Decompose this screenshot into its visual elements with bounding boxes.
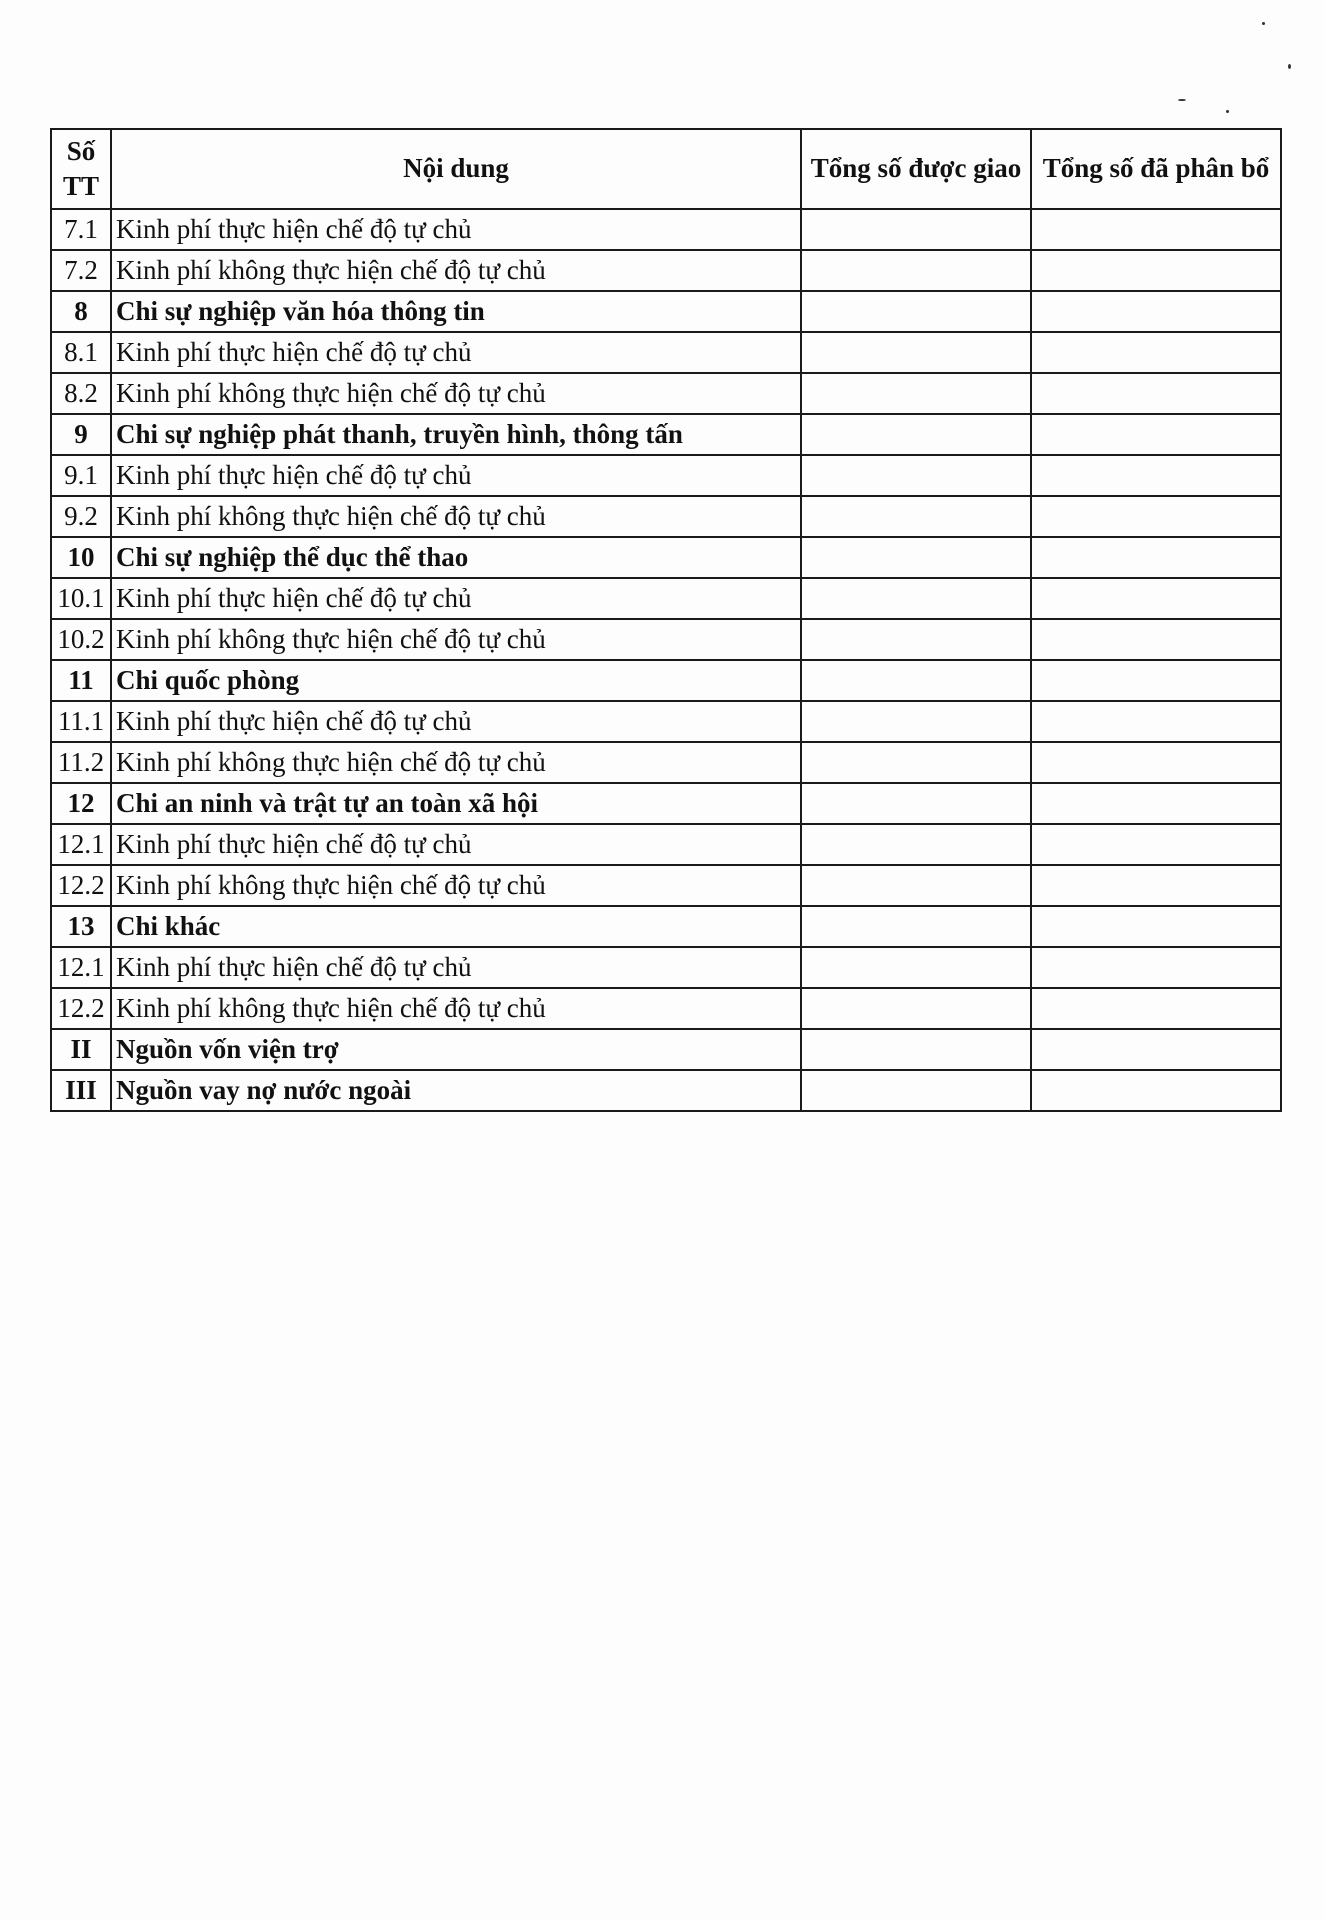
row-content: Kinh phí không thực hiện chế độ tự chủ: [111, 988, 801, 1029]
scan-speck: [1178, 99, 1186, 101]
table-row: [51, 824, 1281, 865]
row-number: 8.2: [51, 373, 111, 414]
row-number: 12.1: [51, 947, 111, 988]
row-number: 12: [51, 783, 111, 824]
row-content: Kinh phí không thực hiện chế độ tự chủ: [111, 496, 801, 537]
table-row: [51, 250, 1281, 291]
row-number: 8.1: [51, 332, 111, 373]
table-row: [51, 947, 1281, 988]
row-number: 10.2: [51, 619, 111, 660]
row-content: Kinh phí không thực hiện chế độ tự chủ: [111, 619, 801, 660]
allocated-total-cell: [1031, 496, 1281, 537]
assigned-total-cell: [801, 332, 1031, 373]
row-number: 9.2: [51, 496, 111, 537]
row-number: 11: [51, 660, 111, 701]
row-number: 9: [51, 414, 111, 455]
table-row: [51, 578, 1281, 619]
allocated-total-cell: [1031, 537, 1281, 578]
scan-speck: [1288, 64, 1291, 69]
table-row: [51, 1029, 1281, 1070]
assigned-total-cell: [801, 1070, 1031, 1111]
row-number: 13: [51, 906, 111, 947]
allocated-total-cell: [1031, 865, 1281, 906]
allocated-total-cell: [1031, 578, 1281, 619]
assigned-total-cell: [801, 701, 1031, 742]
row-content: Chi khác: [111, 906, 801, 947]
assigned-total-cell: [801, 496, 1031, 537]
scan-speck: [1262, 22, 1265, 25]
row-number: 12.2: [51, 988, 111, 1029]
assigned-total-cell: [801, 578, 1031, 619]
allocated-total-cell: [1031, 701, 1281, 742]
row-content: Kinh phí không thực hiện chế độ tự chủ: [111, 250, 801, 291]
assigned-total-cell: [801, 250, 1031, 291]
table-row: [51, 701, 1281, 742]
row-number: 10: [51, 537, 111, 578]
row-number: II: [51, 1029, 111, 1070]
allocated-total-cell: [1031, 332, 1281, 373]
assigned-total-cell: [801, 373, 1031, 414]
allocated-total-cell: [1031, 1029, 1281, 1070]
table-row: [51, 906, 1281, 947]
allocated-total-cell: [1031, 660, 1281, 701]
assigned-total-cell: [801, 455, 1031, 496]
allocated-total-cell: [1031, 988, 1281, 1029]
table-row: [51, 414, 1281, 455]
row-content: Kinh phí thực hiện chế độ tự chủ: [111, 578, 801, 619]
row-content: Nguồn vốn viện trợ: [111, 1029, 801, 1070]
row-number: 10.1: [51, 578, 111, 619]
allocated-total-cell: [1031, 824, 1281, 865]
assigned-total-cell: [801, 660, 1031, 701]
header-assigned-total: Tổng số được giao: [801, 129, 1031, 209]
allocated-total-cell: [1031, 619, 1281, 660]
allocated-total-cell: [1031, 209, 1281, 250]
row-number: 8: [51, 291, 111, 332]
row-number: III: [51, 1070, 111, 1111]
allocated-total-cell: [1031, 906, 1281, 947]
table-row: [51, 865, 1281, 906]
allocated-total-cell: [1031, 947, 1281, 988]
assigned-total-cell: [801, 865, 1031, 906]
row-number: 7.2: [51, 250, 111, 291]
row-number: 11.2: [51, 742, 111, 783]
row-number: 9.1: [51, 455, 111, 496]
row-content: Kinh phí không thực hiện chế độ tự chủ: [111, 865, 801, 906]
row-number: 12.2: [51, 865, 111, 906]
table-row: [51, 988, 1281, 1029]
table-row: [51, 1070, 1281, 1111]
allocated-total-cell: [1031, 455, 1281, 496]
table-row: [51, 209, 1281, 250]
assigned-total-cell: [801, 619, 1031, 660]
assigned-total-cell: [801, 209, 1031, 250]
row-content: Chi sự nghiệp thể dục thể thao: [111, 537, 801, 578]
allocated-total-cell: [1031, 783, 1281, 824]
header-content: Nội dung: [111, 129, 801, 209]
row-content: Kinh phí không thực hiện chế độ tự chủ: [111, 373, 801, 414]
allocated-total-cell: [1031, 373, 1281, 414]
table-body: [51, 209, 1281, 1111]
table-row: [51, 455, 1281, 496]
row-number: 11.1: [51, 701, 111, 742]
header-allocated-total: Tổng số đã phân bổ: [1031, 129, 1281, 209]
allocated-total-cell: [1031, 291, 1281, 332]
assigned-total-cell: [801, 824, 1031, 865]
assigned-total-cell: [801, 414, 1031, 455]
assigned-total-cell: [801, 906, 1031, 947]
row-number: 7.1: [51, 209, 111, 250]
table-row: [51, 619, 1281, 660]
row-content: Chi sự nghiệp văn hóa thông tin: [111, 291, 801, 332]
table-header-row: [51, 129, 1281, 209]
table-row: [51, 537, 1281, 578]
row-content: Kinh phí thực hiện chế độ tự chủ: [111, 701, 801, 742]
assigned-total-cell: [801, 988, 1031, 1029]
assigned-total-cell: [801, 291, 1031, 332]
row-content: Kinh phí thực hiện chế độ tự chủ: [111, 824, 801, 865]
row-content: Kinh phí thực hiện chế độ tự chủ: [111, 947, 801, 988]
allocated-total-cell: [1031, 414, 1281, 455]
row-content: Kinh phí thực hiện chế độ tự chủ: [111, 455, 801, 496]
budget-table: [50, 128, 1282, 1112]
row-content: Nguồn vay nợ nước ngoài: [111, 1070, 801, 1111]
table-row: [51, 742, 1281, 783]
row-number: 12.1: [51, 824, 111, 865]
assigned-total-cell: [801, 1029, 1031, 1070]
allocated-total-cell: [1031, 250, 1281, 291]
assigned-total-cell: [801, 783, 1031, 824]
row-content: Kinh phí thực hiện chế độ tự chủ: [111, 332, 801, 373]
table-row: [51, 373, 1281, 414]
allocated-total-cell: [1031, 1070, 1281, 1111]
table-row: [51, 291, 1281, 332]
assigned-total-cell: [801, 947, 1031, 988]
assigned-total-cell: [801, 742, 1031, 783]
table-row: [51, 496, 1281, 537]
row-content: Kinh phí không thực hiện chế độ tự chủ: [111, 742, 801, 783]
table-row: [51, 783, 1281, 824]
assigned-total-cell: [801, 537, 1031, 578]
row-content: Chi an ninh và trật tự an toàn xã hội: [111, 783, 801, 824]
row-content: Chi quốc phòng: [111, 660, 801, 701]
row-content: Chi sự nghiệp phát thanh, truyền hình, thông tấn: [111, 414, 801, 455]
header-stt: Số TT: [51, 129, 111, 209]
allocated-total-cell: [1031, 742, 1281, 783]
table-row: [51, 660, 1281, 701]
row-content: Kinh phí thực hiện chế độ tự chủ: [111, 209, 801, 250]
scan-speck: [1226, 110, 1229, 113]
table-row: [51, 332, 1281, 373]
